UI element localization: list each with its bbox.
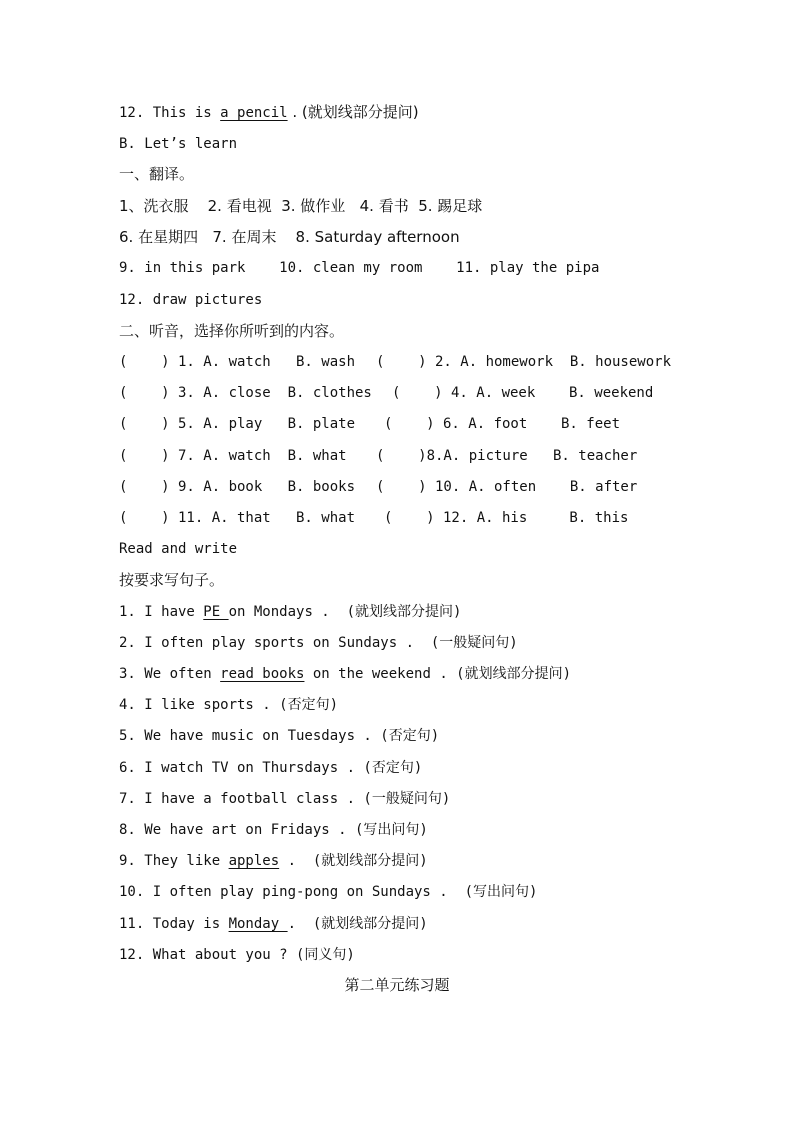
translate-row-4: 12. draw pictures	[119, 292, 263, 308]
sentence-5: 5. We have music on Tuesdays . (否定句)	[119, 728, 440, 744]
listen-heading: 二、听音，选择你所听到的内容。	[119, 322, 345, 340]
translate-row-1: 1、洗衣服 2. 看电视 3. 做作业 4. 看书 5. 踢足球	[119, 197, 483, 215]
sentence-8: 8. We have art on Fridays . (写出问句)	[119, 822, 428, 838]
sentence-10: 10. I often play ping-pong on Sundays . (写出问句)	[119, 884, 538, 900]
sentence-2: 2. I often play sports on Sundays . (一般疑问句)	[119, 635, 518, 651]
translate-row-3: 9. in this park 10. clean my room 11. play the pipa	[119, 260, 600, 276]
read-and-write-heading: Read and write	[119, 541, 238, 557]
section-b-heading: B. Let’s learn	[119, 136, 238, 152]
sentence-7: 7. I have a football class . (一般疑问句)	[119, 791, 451, 807]
sentence-1: 1. I have PE on Mondays . (就划线部分提问)	[119, 604, 462, 620]
sentence-12: 12. What about you ? (同义句)	[119, 947, 355, 963]
rewrite-heading: 按要求写句子。	[119, 571, 225, 589]
sentence-11: 11. Today is Monday . (就划线部分提问)	[119, 916, 428, 932]
question-12-top: 12. This is a pencil . (就划线部分提问)	[119, 103, 419, 121]
underlined-phrase: a pencil	[220, 105, 288, 121]
translate-row-2: 6. 在星期四 7. 在周末 8. Saturday afternoon	[119, 228, 460, 246]
sentence-9: 9. They like apples . (就划线部分提问)	[119, 853, 428, 869]
sentence-3: 3. We often read books on the weekend . (就划线部分提问)	[119, 666, 572, 682]
page-footer-title: 第二单元练习题	[344, 976, 450, 994]
sentence-4: 4. I like sports . (否定句)	[119, 697, 339, 713]
sentence-6: 6. I watch TV on Thursdays . (否定句)	[119, 760, 423, 776]
translate-heading: 一、翻译。	[119, 165, 195, 183]
